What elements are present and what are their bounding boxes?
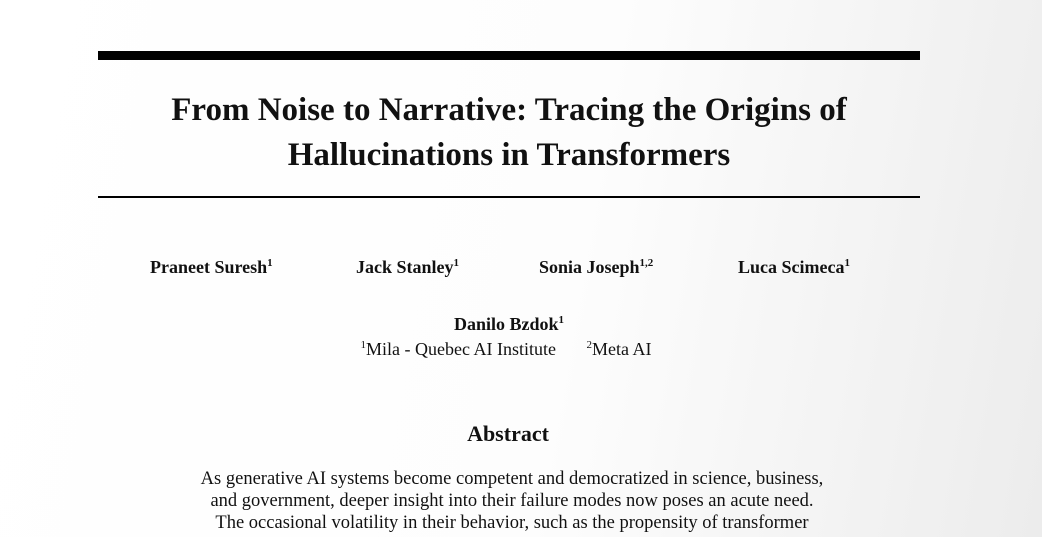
author-name: Sonia Joseph xyxy=(539,257,640,277)
author-affiliation-mark: 1 xyxy=(558,314,565,326)
author-affiliation-mark: 1,2 xyxy=(639,257,654,269)
abstract-body xyxy=(172,468,852,534)
author xyxy=(0,314,1018,335)
affiliation-mark: 2 xyxy=(586,339,592,351)
abstract-line: As generative AI systems become competent and democratized in science, business, xyxy=(200,469,824,489)
top-rule xyxy=(98,51,920,60)
affiliations xyxy=(0,339,1012,360)
title-line: Hallucinations in Transformers xyxy=(287,137,731,173)
author-affiliation-mark: 1 xyxy=(267,257,273,269)
title-line: From Noise to Narrative: Tracing the Origins of xyxy=(171,92,847,128)
author-affiliation-mark: 1 xyxy=(844,257,850,269)
author xyxy=(356,257,459,278)
abstract-line: and government, deeper insight into their failure modes now poses an acute need. xyxy=(210,491,814,511)
author-affiliation-mark: 1 xyxy=(453,257,460,269)
affiliation xyxy=(586,339,651,360)
affiliation-mark: 1 xyxy=(360,339,367,351)
abstract-line: The occasional volatility in their behavior, such as the propensity of transformer xyxy=(215,513,809,533)
author xyxy=(150,257,273,278)
affiliation-name: Mila - Quebec AI Institute xyxy=(366,339,556,359)
abstract-heading: Abstract xyxy=(467,421,549,446)
affiliation xyxy=(361,339,556,360)
author-name: Danilo Bzdok xyxy=(453,314,559,334)
paper-title xyxy=(98,88,920,178)
author-name: Luca Scimeca xyxy=(738,257,845,277)
affiliation-name: Meta AI xyxy=(591,339,652,359)
author xyxy=(539,257,653,278)
author-name: Praneet Suresh xyxy=(150,257,268,277)
title-bottom-rule xyxy=(98,196,920,198)
author xyxy=(738,257,850,278)
author-name: Jack Stanley xyxy=(356,257,454,277)
